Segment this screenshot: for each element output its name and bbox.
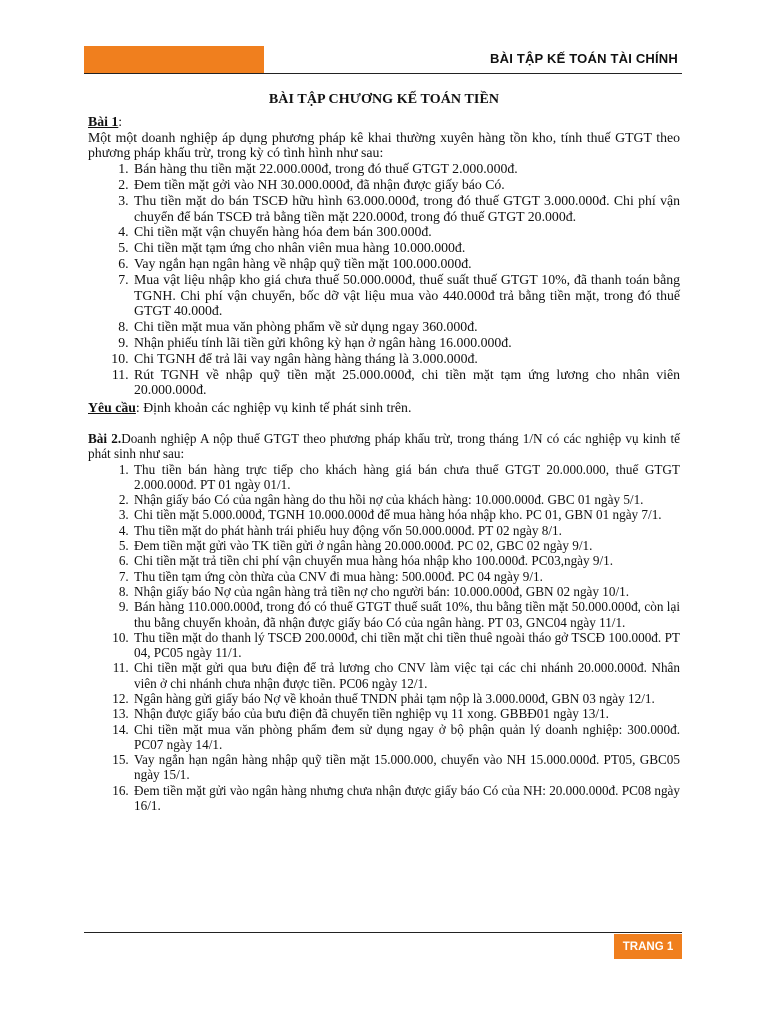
list-item: 9. Bán hàng 110.000.000đ, trong đó có thuế GTGT thuế suất 10%, thu bằng tiền mặt 50.000.000đ, còn lại thu bằng chuyển khoản, đã nhận được giấy báo Có của ngân hàng. PT 03, GNC04 ngày 11/1. [132,599,680,630]
list-item: 11. Chi tiền mặt gửi qua bưu điện để trả lương cho CNV làm việc tại các chi nhánh 20.000.000đ. Nhân viên ở chi nhánh chưa nhận được tiền. PC06 ngày 12/1. [132,660,680,691]
list-item: 16. Đem tiền mặt gửi vào ngân hàng nhưng chưa nhận được giấy báo Có của NH: 20.000.000đ. PC08 ngày 16/1. [132,783,680,814]
list-item: 7. Thu tiền tạm ứng còn thừa của CNV đi mua hàng: 500.000đ. PC 04 ngày 9/1. [132,569,680,584]
bai1-requirement [88,400,680,416]
list-item: 9. Nhận phiếu tính lãi tiền gửi không kỳ hạn ở ngân hàng 16.000.000đ. [132,335,680,351]
list-item: 4. Thu tiền mặt do phát hành trái phiếu huy động vốn 50.000.000đ. PT 02 ngày 8/1. [132,523,680,538]
list-item: 15. Vay ngắn hạn ngân hàng nhập quỹ tiền mặt 15.000.000, chuyển vào NH 15.000.000đ. PT05, GBC05 ngày 15/1. [132,752,680,783]
header-accent-bar [84,46,264,73]
requirement-label: Yêu cầu [88,400,136,416]
page-number-badge: TRANG 1 [614,934,682,959]
list-item: 10. Chi TGNH để trả lãi vay ngân hàng hàng tháng là 3.000.000đ. [132,351,680,367]
section-gap [88,416,680,431]
list-item: 7. Mua vật liệu nhập kho giá chưa thuế 50.000.000đ, thuế suất thuế GTGT 10%, đã thanh toán bằng TGNH. Chi phí vận chuyển, bốc dỡ vật liệu mua vào 440.000đ trả bằng tiền mặt, trong đó thuế GTGT 40.000đ. [132,272,680,319]
list-item: 10. Thu tiền mặt do thanh lý TSCĐ 200.000đ, chi tiền mặt chi tiền thuê ngoài tháo gở TSCĐ 100.000đ. PT 04, PC05 ngày 11/1. [132,630,680,661]
document-title: BÀI TẬP CHƯƠNG KẾ TOÁN TIỀN [268,92,500,107]
list-item: 8. Chi tiền mặt mua văn phòng phẩm về sử dụng ngay 360.000đ. [132,319,680,335]
header-title: BÀI TẬP KẾ TOÁN TÀI CHÍNH [490,51,678,66]
list-item: 13. Nhận được giấy báo của bưu điện đã chuyển tiền nghiệp vụ 11 xong. GBBĐ01 ngày 13/1. [132,706,680,721]
bai2-label: Bài 2. [88,430,122,446]
bai1-label: Bài 1 [88,113,119,129]
list-item: 14. Chi tiền mặt mua văn phòng phẩm đem sử dụng ngay ở bộ phận quản lý doanh nghiệp: 300.000đ. PC07 ngày 14/1. [132,722,680,753]
list-item: 2. Đem tiền mặt gởi vào NH 30.000.000đ, đã nhận được giấy báo Có. [132,177,680,193]
header-rule [84,73,682,74]
bai2-section [88,431,680,813]
list-item: 5. Chi tiền mặt tạm ứng cho nhân viên mua hàng 10.000.000đ. [132,240,680,256]
list-item: 12. Ngân hàng gửi giấy báo Nợ về khoản thuế TNDN phải tạm nộp là 3.000.000đ, GBN 03 ngày 12/1. [132,691,680,706]
bai2-intro: Doanh nghiệp A nộp thuế GTGT theo phương pháp khấu trừ, trong tháng 1/N có các nghiệp vụ kinh tế phát sinh như sau: [88,430,680,462]
list-item: 1. Bán hàng thu tiền mặt 22.000.000đ, trong đó thuế GTGT 2.000.000đ. [132,161,680,177]
list-item: 11. Rút TGNH về nhập quỹ tiền mặt 25.000.000đ, chi tiền mặt tạm ứng lương cho nhân viên 20.000.000đ. [132,367,680,399]
list-item: 8. Nhận giấy báo Nợ của ngân hàng trả tiền nợ cho người bán: 10.000.000đ, GBN 02 ngày 10/1. [132,584,680,599]
list-item: 6. Vay ngắn hạn ngân hàng về nhập quỹ tiền mặt 100.000.000đ. [132,256,680,272]
bai1-heading [88,114,680,130]
bai1-intro: Một một doanh nghiệp áp dụng phương pháp kê khai thường xuyên hàng tồn kho, tính thuế GTGT theo phương pháp khấu trừ, trong kỳ có tình hình như sau: [88,129,680,161]
list-item: 3. Thu tiền mặt do bán TSCĐ hữu hình 63.000.000đ, trong đó thuế GTGT 3.000.000đ. Chi phí vận chuyển để bán TSCĐ trả bằng tiền mặt 220.000đ, trong đó thuế GTGT 20.000đ. [132,193,680,225]
list-item: 5. Đem tiền mặt gửi vào TK tiền gửi ở ngân hàng 20.000.000đ. PC 02, GBC 02 ngày 9/1. [132,538,680,553]
bai2-intro-paragraph [88,431,680,462]
footer-rule [84,932,682,933]
requirement-text: : Định khoản các nghiệp vụ kinh tế phát sinh trên. [135,400,412,416]
list-item: 2. Nhận giấy báo Có của ngân hàng do thu hồi nợ của khách hàng: 10.000.000đ. GBC 01 ngày 5/1. [132,492,680,507]
document-body [88,92,680,813]
list-item: 4. Chi tiền mặt vận chuyển hàng hóa đem bán 300.000đ. [132,224,680,240]
list-item: 1. Thu tiền bán hàng trực tiếp cho khách hàng giá bán chưa thuế GTGT 20.000.000, thuế GTGT 2.000.000đ. PT 01 ngày 01/1. [132,462,680,493]
list-item: 3. Chi tiền mặt 5.000.000đ, TGNH 10.000.000đ để mua hàng hóa nhập kho. PC 01, GBN 01 ngày 7/1. [132,507,680,522]
bai1-task-list [88,161,680,398]
bai2-task-list [88,462,680,814]
bai1-suffix: : [118,113,123,129]
list-item: 6. Chi tiền mặt trả tiền chi phí vận chuyển mua hàng hóa nhập kho 100.000đ. PC03,ngày 9/1. [132,553,680,568]
